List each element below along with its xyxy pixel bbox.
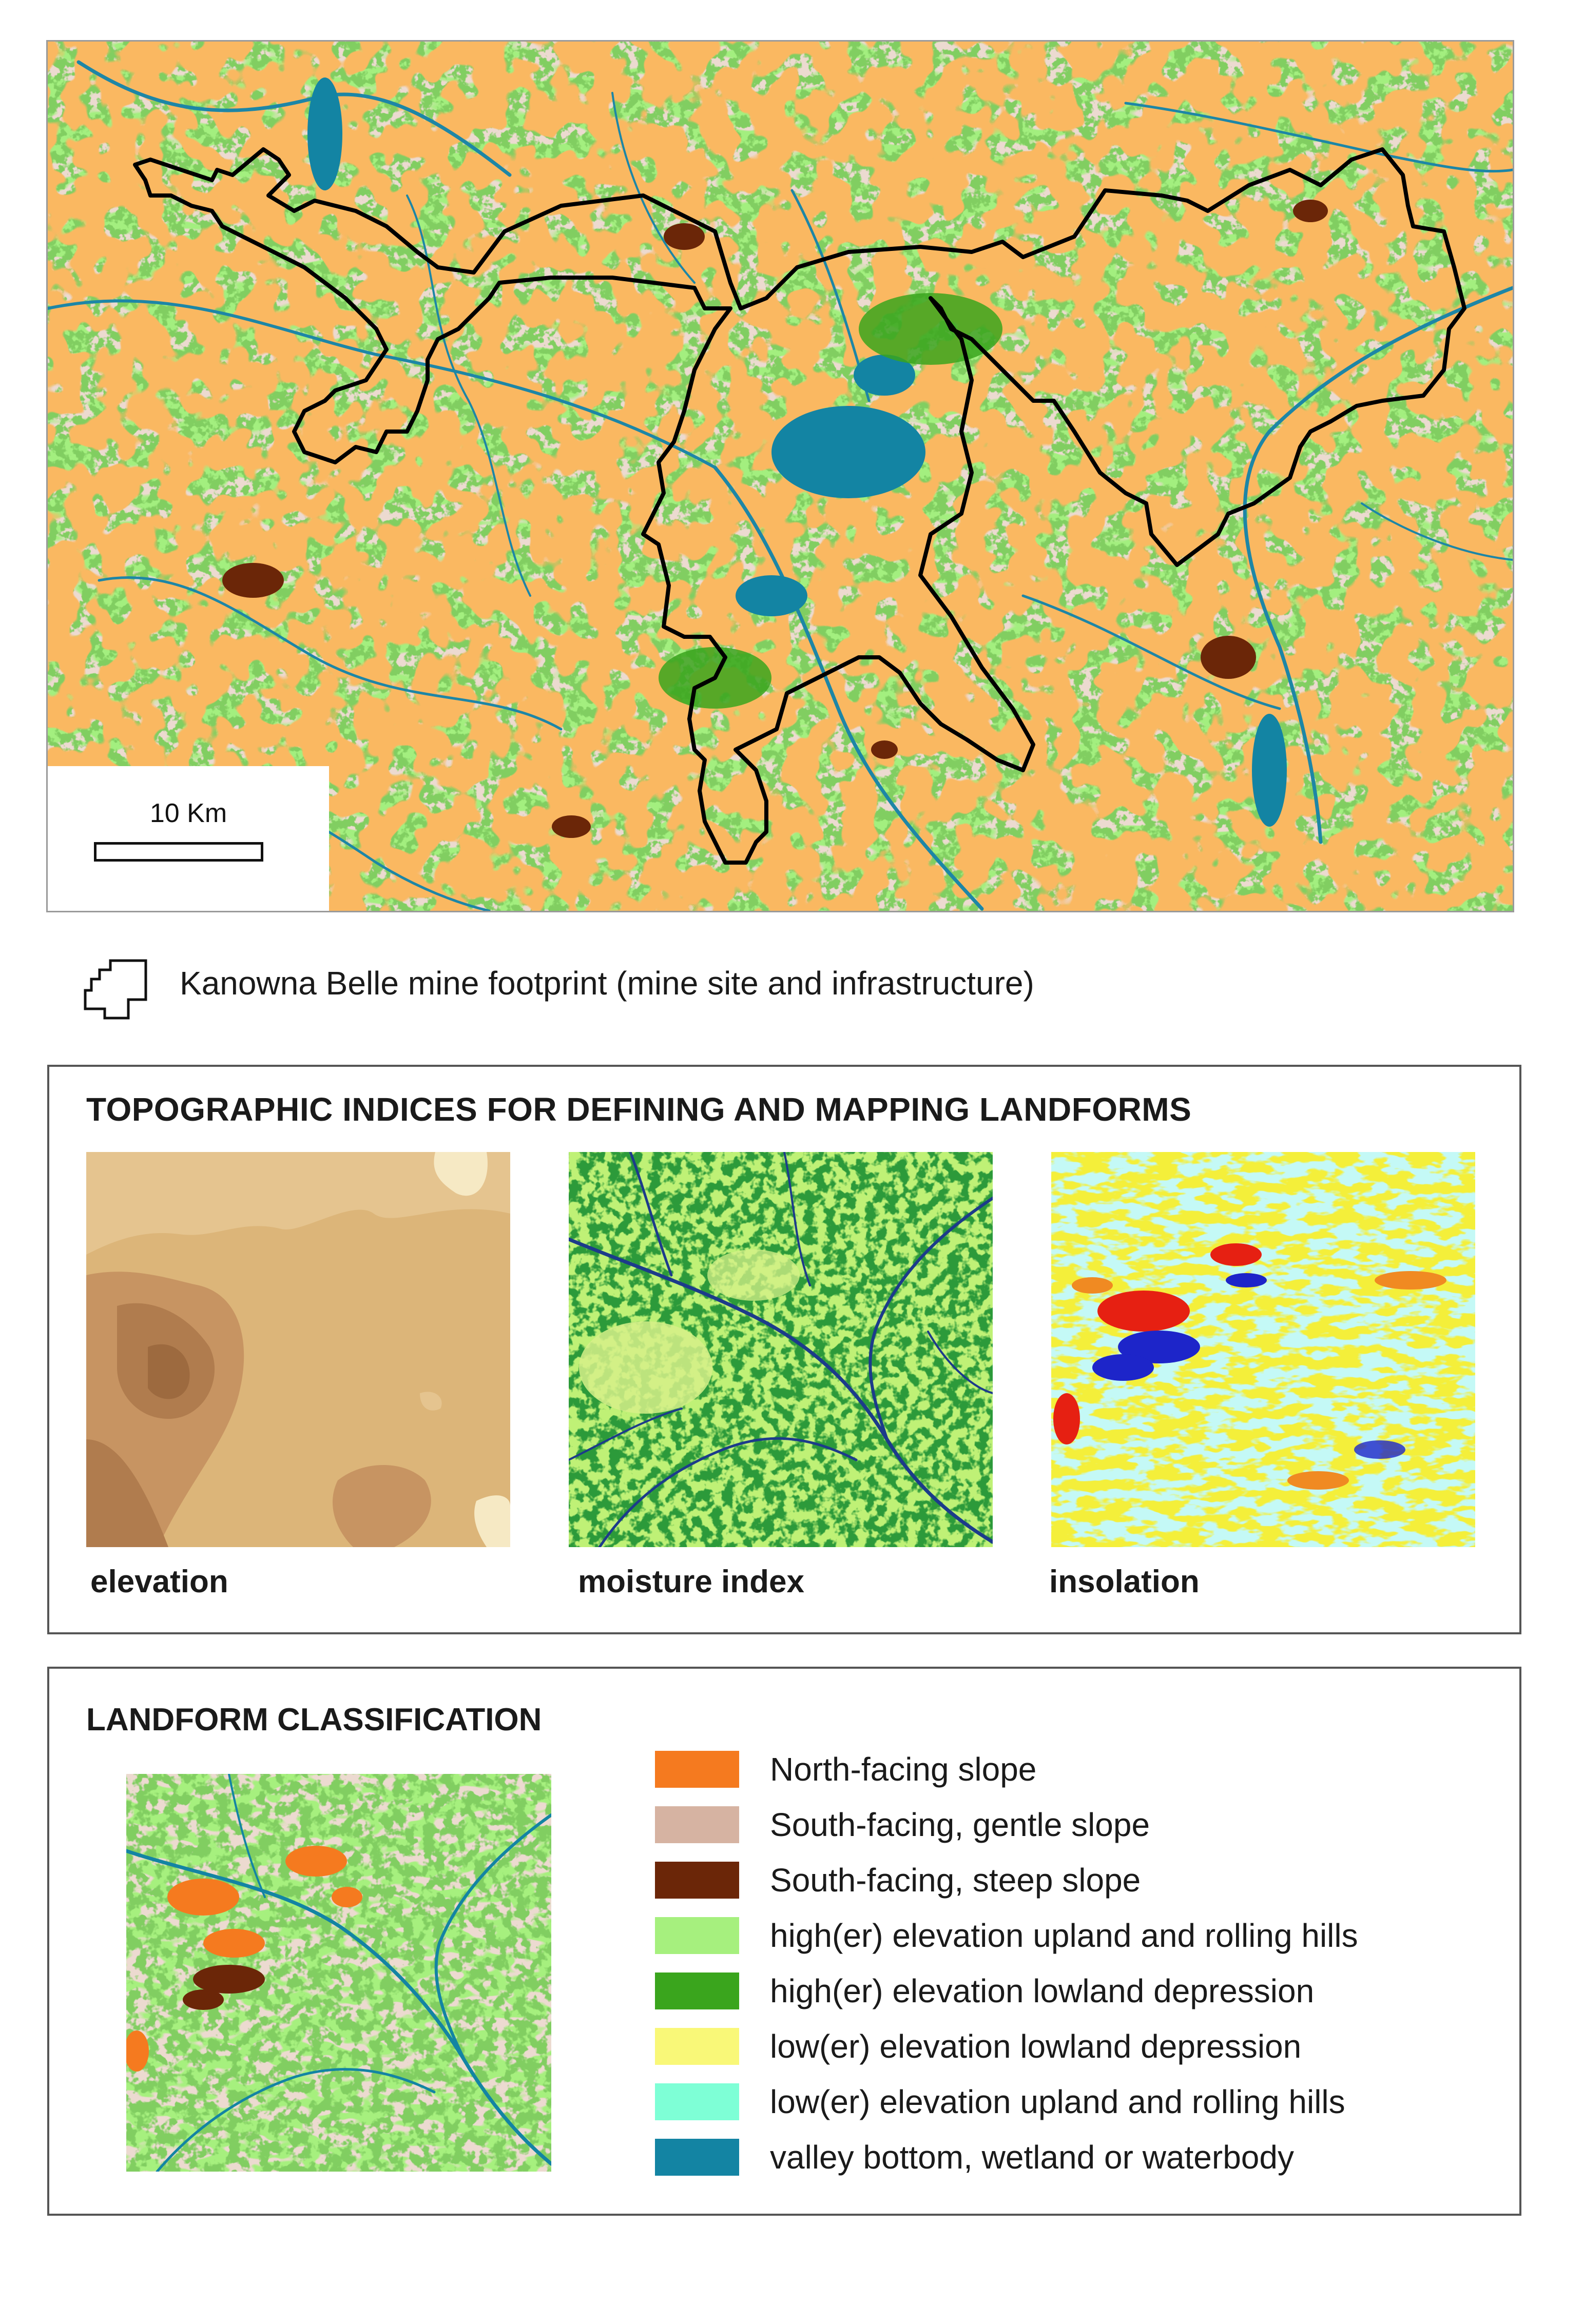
- scale-bar: [48, 766, 329, 911]
- legend-label: high(er) elevation lowland depression: [770, 1973, 1315, 2009]
- legend-swatch: [655, 1862, 739, 1899]
- moisture-index-map: [569, 1152, 993, 1547]
- insolation-label: insolation: [1049, 1564, 1200, 1599]
- legend-swatch: [655, 1751, 739, 1788]
- elevation-map: [86, 1152, 510, 1547]
- legend-label: South-facing, gentle slope: [770, 1806, 1150, 1843]
- legend-label: low(er) elevation lowland depression: [770, 2028, 1302, 2065]
- legend-swatch: [655, 1917, 739, 1954]
- footprint-legend-label: Kanowna Belle mine footprint (mine site and infrastructure): [180, 965, 1034, 1002]
- legend-swatch: [655, 1973, 739, 2009]
- legend-label: valley bottom, wetland or waterbody: [770, 2139, 1294, 2176]
- legend-swatch: [655, 1806, 739, 1843]
- insolation-map: [1051, 1152, 1475, 1547]
- classification-panel-title: LANDFORM CLASSIFICATION: [86, 1702, 542, 1737]
- moisture-index-label: moisture index: [578, 1564, 804, 1599]
- topographic-indices-panel: [47, 1065, 1521, 1634]
- landform-map: [46, 40, 1514, 912]
- legend-swatch: [655, 2028, 739, 2065]
- indices-panel-title: TOPOGRAPHIC INDICES FOR DEFINING AND MAPPING LANDFORMS: [86, 1091, 1192, 1128]
- legend-label: high(er) elevation upland and rolling hills: [770, 1917, 1358, 1954]
- legend-label: North-facing slope: [770, 1751, 1037, 1788]
- legend-label: low(er) elevation upland and rolling hills: [770, 2083, 1345, 2120]
- legend-swatch: [655, 2083, 739, 2120]
- legend-label: South-facing, steep slope: [770, 1862, 1141, 1899]
- scale-bar-graphic: [94, 842, 263, 862]
- elevation-label: elevation: [90, 1564, 228, 1599]
- scale-bar-label: 10 Km: [149, 798, 227, 828]
- legend-swatch: [655, 2139, 739, 2176]
- classification-map: [126, 1774, 551, 2172]
- landform-classification-panel: [47, 1667, 1521, 2216]
- polygon-outline-icon: [82, 958, 149, 1021]
